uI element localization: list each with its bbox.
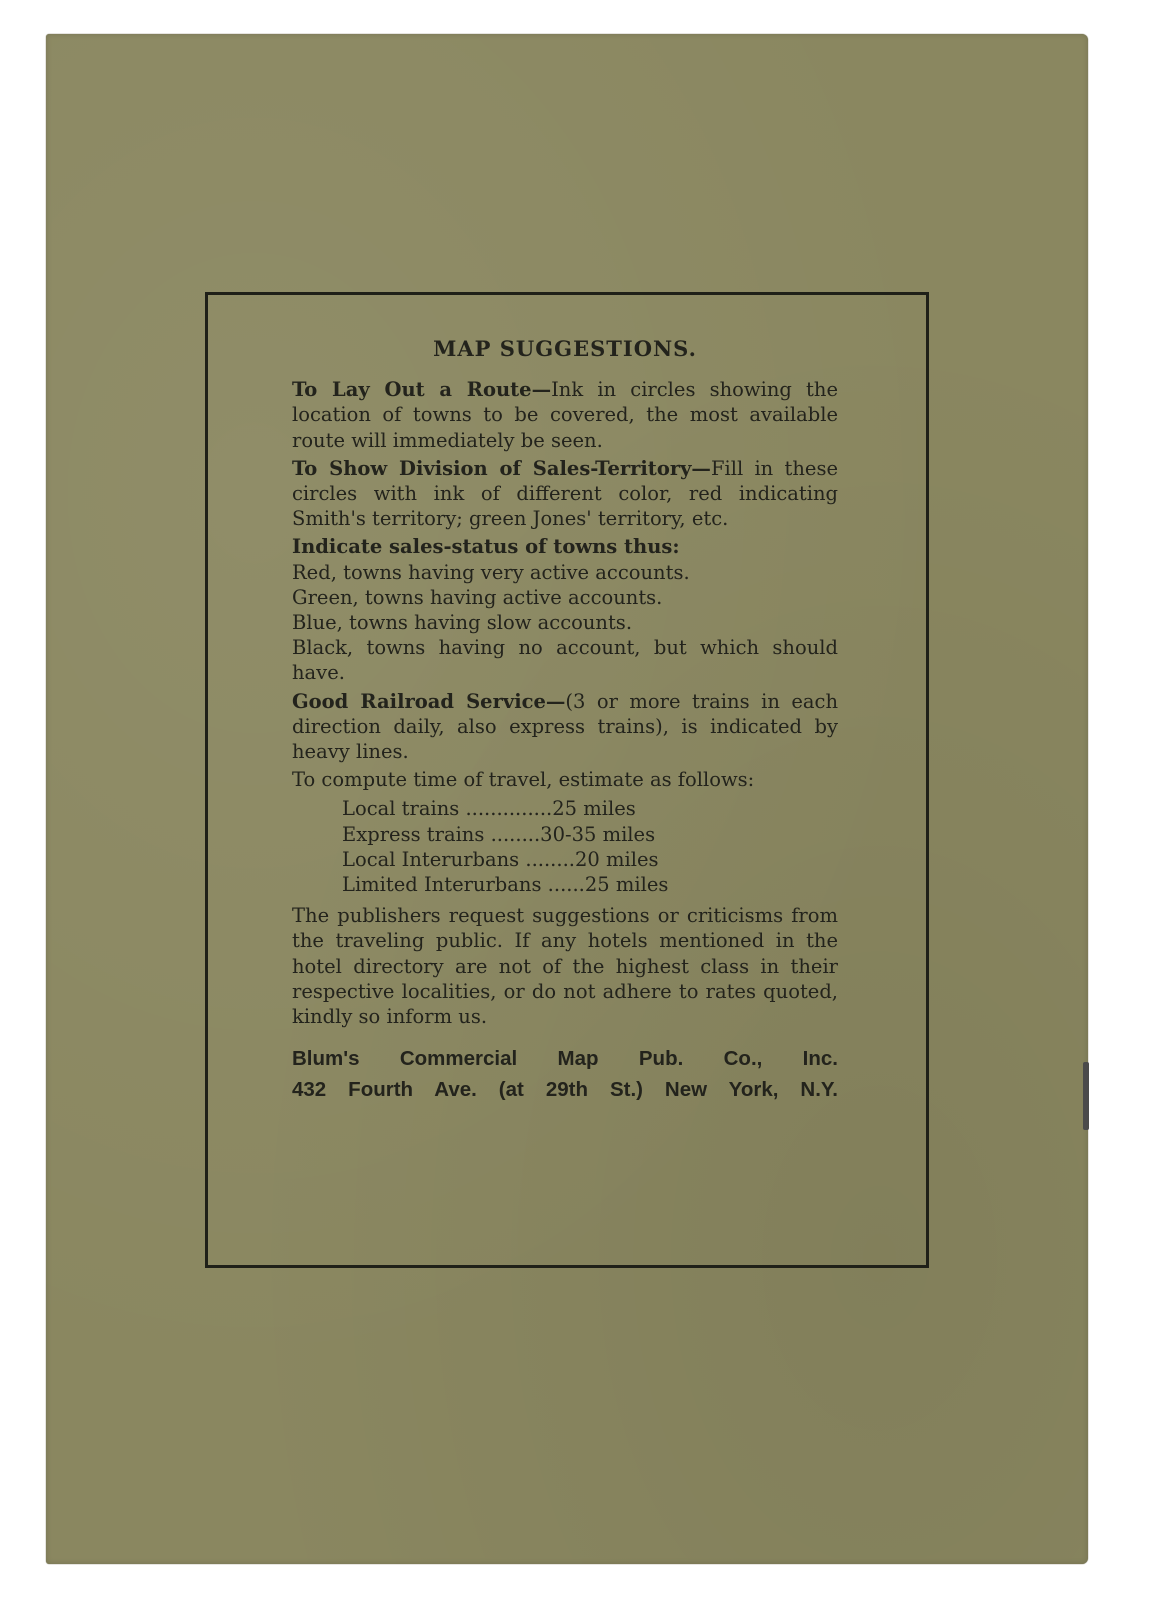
- railroad-paragraph: [292, 689, 838, 765]
- status-line-blue: Blue, towns having slow accounts.: [292, 611, 633, 635]
- page-title: MAP SUGGESTIONS.: [433, 336, 697, 361]
- railroad-heading: Good Railroad Service—: [292, 689, 566, 713]
- rate-limited-interurbans: Limited Interurbans ......25 miles: [342, 873, 669, 897]
- railroad-text: (3 or more trains in each direction daily, also express trains), is indicated by heavy lines.: [292, 689, 839, 764]
- division-heading: To Show Division of Sales-Territory—: [292, 456, 711, 480]
- travel-rates-list: [342, 796, 838, 897]
- travel-intro: To compute time of travel, estimate as follows:: [292, 768, 755, 792]
- status-heading: Indicate sales-status of towns thus:: [292, 535, 680, 559]
- status-line-black: Black, towns having no account, but which should have.: [292, 636, 838, 685]
- rate-express-trains: Express trains ........30-35 miles: [342, 822, 656, 846]
- route-text: Ink in circles showing the location of towns to be covered, the most available route will immediately be seen.: [292, 378, 838, 452]
- status-line-green: Green, towns having active accounts.: [292, 585, 663, 609]
- publisher-address: 432 Fourth Ave. (at 29th St.) New York, N.Y.: [292, 1078, 838, 1102]
- map-suggestions-panel: [292, 336, 838, 1105]
- route-paragraph: [292, 377, 838, 453]
- status-line-red: Red, towns having very active accounts.: [292, 560, 690, 584]
- rate-local-interurbans: Local Interurbans ........20 miles: [342, 847, 659, 871]
- publisher-name: Blum's Commercial Map Pub. Co., Inc.: [292, 1047, 838, 1071]
- staple: [1083, 1062, 1089, 1130]
- route-heading: To Lay Out a Route—: [292, 378, 552, 402]
- division-paragraph: [292, 456, 838, 532]
- closing-paragraph: The publishers request suggestions or criticisms from the traveling public. If any hotels mentioned in the hotel directory are not of the highest class in their respective localities, or do not adhere to rates quoted, kindly so inform us.: [292, 904, 838, 1029]
- rate-local-trains: Local trains ..............25 miles: [342, 797, 636, 821]
- division-text: Fill in these circles with ink of different color, red indicating Smith's territory; green Jones' territory, etc.: [292, 456, 838, 531]
- status-section: [292, 534, 838, 685]
